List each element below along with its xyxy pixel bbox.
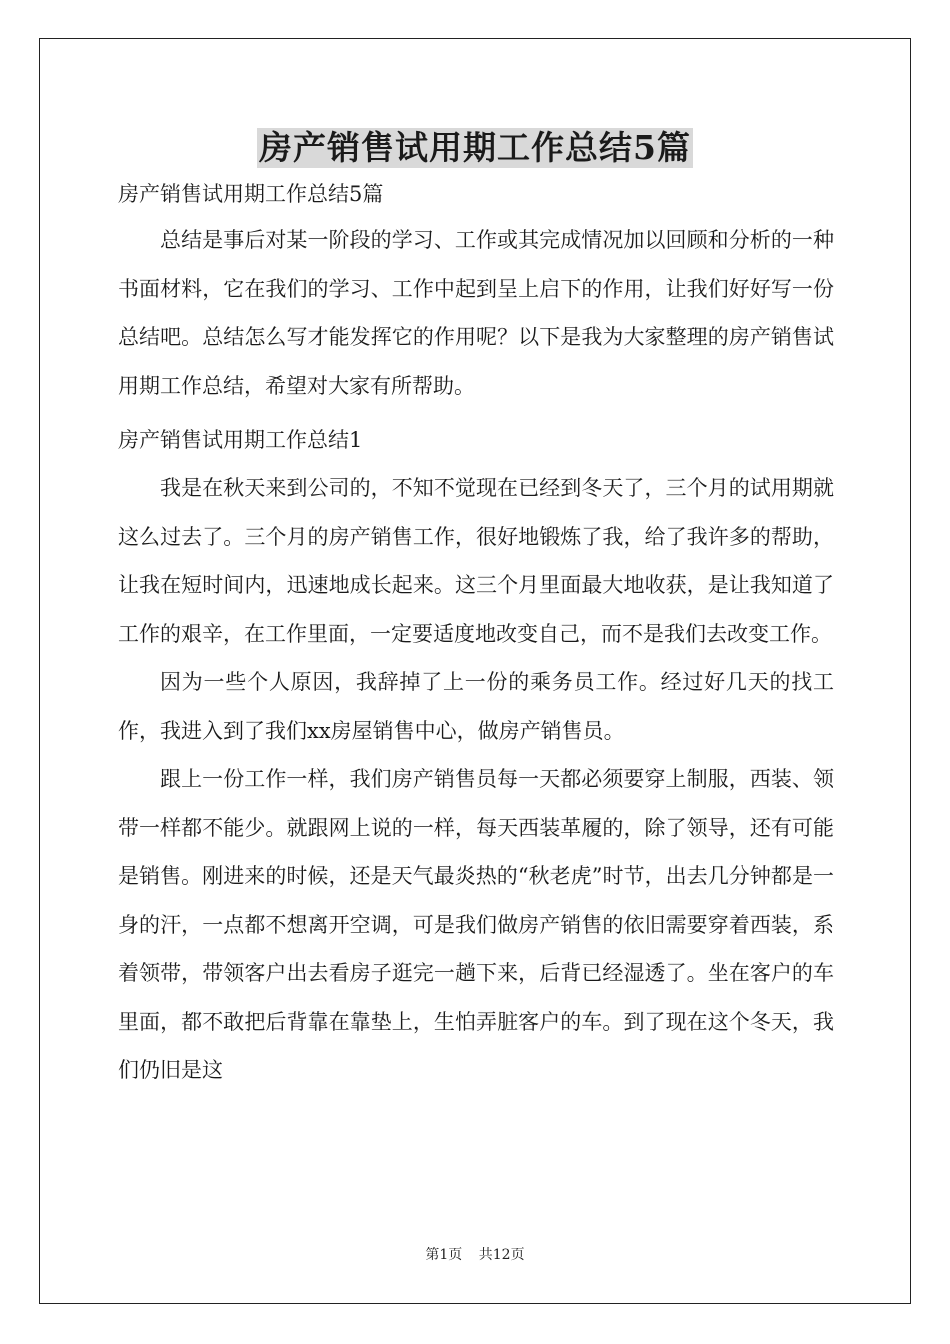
body-paragraph-1: 我是在秋天来到公司的，不知不觉现在已经到冬天了，三个月的试用期就这么过去了。三个月的房产销售工作，很好地锻炼了我，给了我许多的帮助，让我在短时间内，迅速地成长起来。这三个月里面最大地收获，是让我知道了工作的艰辛，在工作里面，一定要适度地改变自己，而不是我们去改变工作。 — [118, 476, 834, 646]
body-paragraph-3: 跟上一份工作一样，我们房产销售员每一天都必须要穿上制服，西装、领带一样都不能少。就跟网上说的一样，每天西装革履的，除了领导，还有可能是销售。刚进来的时候，还是天气最炎热的“秋老虎”时节，出去几分钟都是一身的汗，一点都不想离开空调，可是我们做房产销售的依旧需要穿着西装，系着领带，带领客户出去看房子逛完一趟下来，后背已经湿透了。坐在客户的车里面，都不敢把后背靠在靠垫上，生怕弄脏客户的车。到了现在这个冬天，我们仍旧是这 — [118, 767, 834, 1082]
document-title: 房产销售试用期工作总结5篇 — [259, 128, 691, 167]
page-number-current: 第1页 — [425, 1247, 463, 1263]
section-heading: 房产销售试用期工作总结1 — [118, 428, 363, 452]
title-container — [0, 128, 950, 168]
page-footer — [0, 1246, 950, 1264]
body-paragraph-2: 因为一些个人原因，我辞掉了上一份的乘务员工作。经过好几天的找工作，我进入到了我们xx房屋销售中心，做房产销售员。 — [118, 670, 834, 743]
document-body — [118, 180, 834, 1095]
document-subtitle: 房产销售试用期工作总结5篇 — [118, 182, 384, 206]
intro-paragraph: 总结是事后对某一阶段的学习、工作或其完成情况加以回顾和分析的一种书面材料，它在我们的学习、工作中起到呈上启下的作用，让我们好好写一份总结吧。总结怎么写才能发挥它的作用呢？以下是我为大家整理的房产销售试用期工作总结，希望对大家有所帮助。 — [118, 228, 834, 398]
page-number-total: 共12页 — [478, 1247, 525, 1263]
